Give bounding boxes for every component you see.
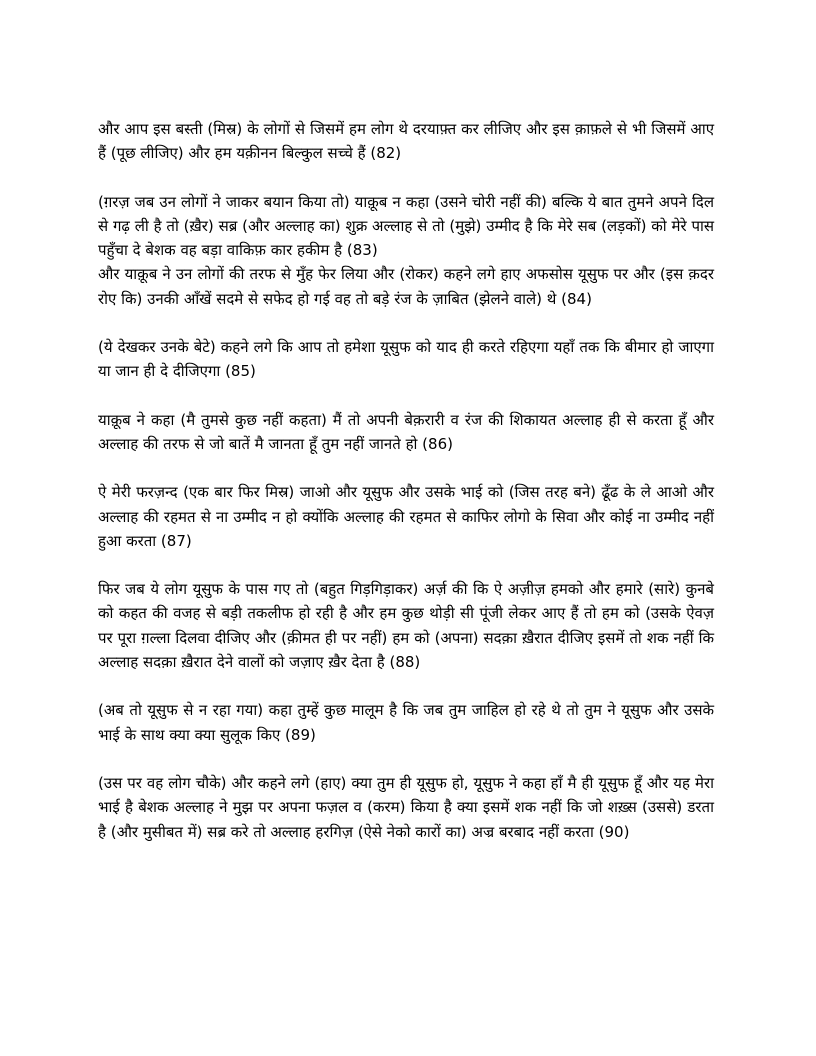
- verse-83: (ग़रज़ जब उन लोगों ने जाकर बयान किया तो) याक़ूब न कहा (उसने चोरी नहीं की) बल्कि ये बात तुमने अपने दिल से गढ़ ली है तो (ख़ैर) सब्र (और अल्लाह का) शुक्र अल्लाह से तो (मुझे) उम्मीद है कि मेरे सब (लड़कों) को मेरे पास पहुँचा दे बेशक वह बड़ा वाकिफ़ कार हकीम है (83): [98, 192, 714, 260]
- verse-84: और याक़ूब ने उन लोगों की तरफ से मुँह फेर लिया और (रोकर) कहने लगे हाए अफसोस यूसुफ पर और (इस क़दर रोए कि) उनकी आँखें सदमे से सफेद हो गई वह तो बड़े रंज के ज़ाबित (झेलने वाले) थे (84): [98, 265, 714, 308]
- verse-87: ऐ मेरी फरज़न्द (एक बार फिर मिस्र) जाओ और यूसुफ और उसके भाई को (जिस तरह बने) ढूँढ के ले आओ और अल्लाह की रहमत से ना उम्मीद न हो क्योंकि अल्लाह की रहमत से काफिर लोगो के सिवा और कोई ना उम्मीद नहीं हुआ करता (87): [98, 483, 714, 550]
- document-body: [98, 117, 714, 844]
- verse-86: याक़ूब ने कहा (मै तुमसे कुछ नहीं कहता) मैं तो अपनी बेक़रारी व रंज की शिकायत अल्लाह ही से करता हूँ और अल्लाह की तरफ से जो बातें मै जानता हूँ तुम नहीं जानते हो (86): [98, 410, 714, 453]
- verse-82: और आप इस बस्ती (मिस्र) के लोगों से जिसमें हम लोग थे दरयाफ़्त कर लीजिए और इस क़ाफ़ले से भी जिसमें आए हैं (पूछ लीजिए) और हम यक़ीनन बिल्कुल सच्चे हैं (82): [98, 120, 714, 163]
- verse-85: (ये देखकर उनके बेटे) कहने लगे कि आप तो हमेशा यूसुफ को याद ही करते रहिएगा यहाँ तक कि बीमार हो जाएगा या जान ही दे दीजिएगा (85): [98, 338, 714, 381]
- verse-89: (अब तो यूसुफ से न रहा गया) कहा तुम्हें कुछ मालूम है कि जब तुम जाहिल हो रहे थे तो तुम ने यूसुफ और उसके भाई के साथ क्या क्या सुलूक किए (89): [98, 701, 714, 744]
- verse-90: (उस पर वह लोग चौके) और कहने लगे (हाए) क्या तुम ही यूसुफ हो, यूसुफ ने कहा हाँ मै ही यूसुफ हूँ और यह मेरा भाई है बेशक अल्लाह ने मुझ पर अपना फज़ल व (करम) किया है क्या इसमें शक नहीं कि जो शख़्स (उससे) डरता है (और मुसीबत में) सब्र करे तो अल्लाह हरगिज़ (ऐसे नेको कारों का) अज्र बरबाद नहीं करता (90): [98, 773, 714, 841]
- verse-88: फिर जब ये लोग यूसुफ के पास गए तो (बहुत गिड़गिड़ाकर) अर्ज़ की कि ऐ अज़ीज़ हमको और हमारे (सारे) कुनबे को कहत की वजह से बड़ी तकलीफ हो रही है और हम कुछ थोड़ी सी पूंजी लेकर आए हैं तो हम को (उसके ऐवज़ पर पूरा ग़ल्ला दिलवा दीजिए और (क़ीमत ही पर नहीं) हम को (अपना) सदक़ा ख़ैरात दीजिए इसमें तो शक नहीं कि अल्लाह सदक़ा ख़ैरात देने वालों को जज़ाए ख़ैर देता है (88): [98, 580, 714, 672]
